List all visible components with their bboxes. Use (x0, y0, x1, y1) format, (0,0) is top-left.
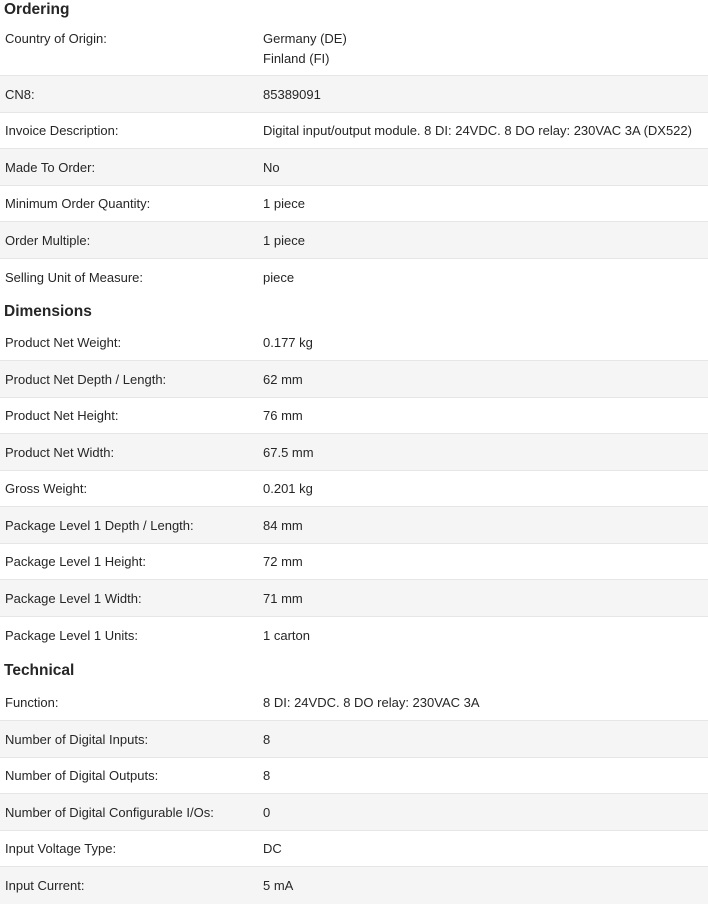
spec-label: Made To Order: (5, 159, 96, 175)
spec-label: Package Level 1 Depth / Length: (5, 517, 194, 533)
spec-label: Product Net Height: (5, 408, 119, 423)
spec-value: 71 mm (263, 590, 303, 606)
spec-label: Function: (5, 695, 59, 710)
spec-label: CN8: (5, 86, 35, 102)
spec-row-package-level-1-units (0, 617, 708, 653)
section-dimensions (0, 295, 708, 653)
spec-label: Package Level 1 Height: (5, 554, 146, 569)
spec-label: Country of Origin: (5, 31, 107, 46)
spec-label: Invoice Description: (5, 123, 119, 138)
spec-value-line: Finland (FI) (263, 51, 330, 66)
spec-value: 0 (263, 804, 271, 820)
spec-value: 72 mm (263, 554, 303, 569)
spec-label: Minimum Order Quantity: (5, 196, 151, 211)
spec-row-country-of-origin (0, 21, 708, 76)
spec-label: Product Net Width: (5, 444, 115, 460)
spec-row-input-current (0, 867, 708, 904)
spec-value: 1 piece (263, 232, 305, 248)
spec-label: Selling Unit of Measure: (5, 269, 144, 285)
spec-row-product-net-width (0, 434, 708, 471)
spec-value: 0.177 kg (263, 335, 313, 350)
spec-row-package-level-1-depth (0, 507, 708, 544)
spec-label: Order Multiple: (5, 232, 91, 248)
spec-value: 8 DI: 24VDC. 8 DO relay: 230VAC 3A (263, 695, 480, 710)
spec-value: 8 (263, 768, 271, 783)
spec-value (263, 21, 708, 75)
spec-row-minimum-order-quantity (0, 186, 708, 222)
spec-value: 1 carton (263, 627, 310, 643)
spec-row-selling-unit-of-measure (0, 259, 708, 295)
spec-label: Input Current: (5, 878, 85, 893)
spec-row-input-voltage-type (0, 831, 708, 867)
spec-row-made-to-order (0, 149, 708, 186)
spec-value: 0.201 kg (263, 481, 313, 496)
spec-value: No (263, 159, 280, 175)
spec-label: Package Level 1 Width: (5, 590, 142, 606)
spec-row-number-of-digital-inputs (0, 721, 708, 758)
spec-label: Product Net Weight: (5, 335, 122, 350)
spec-row-order-multiple (0, 222, 708, 259)
spec-row-number-of-digital-configurable-ios (0, 794, 708, 831)
spec-value: piece (263, 269, 295, 285)
spec-value: Digital input/output module. 8 DI: 24VDC. 8 DO relay: 230VAC 3A (DX522) (263, 123, 692, 138)
spec-row-gross-weight (0, 471, 708, 507)
spec-value: DC (263, 841, 282, 856)
spec-row-invoice-description (0, 113, 708, 149)
section-title-ordering: Ordering (4, 1, 70, 18)
spec-row-cn8 (0, 76, 708, 113)
spec-row-number-of-digital-outputs (0, 758, 708, 794)
section-title-dimensions: Dimensions (4, 303, 92, 320)
spec-row-function (0, 685, 708, 721)
spec-label: Package Level 1 Units: (5, 627, 138, 643)
spec-row-package-level-1-width (0, 580, 708, 617)
spec-label: Input Voltage Type: (5, 841, 117, 856)
spec-row-product-net-height (0, 398, 708, 434)
spec-value: 84 mm (263, 517, 303, 533)
spec-label: Product Net Depth / Length: (5, 371, 167, 387)
spec-label: Number of Digital Configurable I/Os: (5, 804, 214, 820)
spec-value: 62 mm (263, 371, 303, 387)
spec-row-package-level-1-height (0, 544, 708, 580)
section-title-technical: Technical (4, 662, 75, 679)
spec-label: Gross Weight: (5, 481, 88, 496)
section-technical (0, 653, 708, 904)
spec-value: 85389091 (263, 86, 321, 102)
spec-row-product-net-weight (0, 325, 708, 361)
spec-row-product-net-depth (0, 361, 708, 398)
spec-value: 1 piece (263, 196, 305, 211)
spec-value: 8 (263, 731, 271, 747)
spec-value: 76 mm (263, 408, 303, 423)
spec-value: 5 mA (263, 878, 294, 893)
section-ordering (0, 0, 708, 295)
spec-value-line: Germany (DE) (263, 31, 347, 46)
spec-label: Number of Digital Outputs: (5, 768, 159, 783)
spec-value: 67.5 mm (263, 444, 314, 460)
spec-label: Number of Digital Inputs: (5, 731, 149, 747)
